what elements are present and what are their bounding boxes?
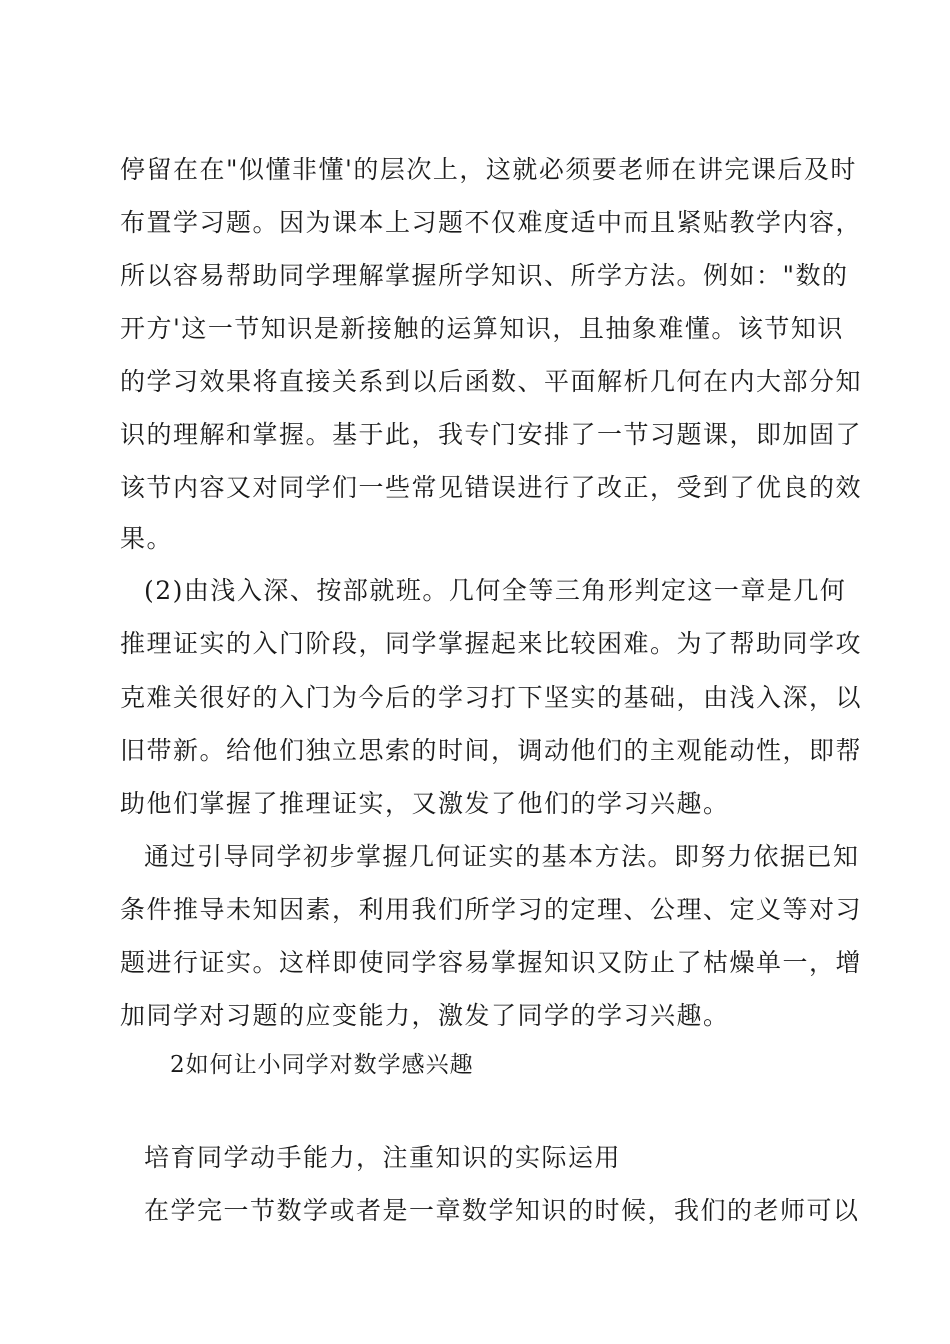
paragraph-line: 通过引导同学初步掌握几何证实的基本方法。即努力依据已知	[144, 842, 860, 871]
paragraph-line: 旧带新。给他们独立思索的时间，调动他们的主观能动性，即帮	[120, 736, 863, 765]
section-heading: 2如何让小同学对数学感兴趣	[170, 1052, 474, 1078]
paragraph-line: 条件推导未知因素，利用我们所学习的定理、公理、定义等对习	[120, 895, 863, 924]
paragraph-line: 该节内容又对同学们一些常见错误进行了改正，受到了优良的效	[120, 473, 863, 502]
paragraph-line: (2)由浅入深、按部就班。几何全等三角形判定这一章是几何	[144, 576, 847, 605]
paragraph-line: 开方'这一节知识是新接触的运算知识，且抽象难懂。该节知识	[120, 314, 844, 343]
paragraph-line: 加同学对习题的应变能力，激发了同学的学习兴趣。	[120, 1001, 730, 1030]
paragraph-line: 推理证实的入门阶段，同学掌握起来比较困难。为了帮助同学攻	[120, 629, 863, 658]
paragraph-line: 助他们掌握了推理证实，又激发了他们的学习兴趣。	[120, 789, 730, 818]
paragraph-line: 所以容易帮助同学理解掌握所学知识、所学方法。例如："数的	[120, 261, 849, 290]
paragraph-line: 停留在在"似懂非懂'的层次上，这就必须要老师在讲完课后及时	[120, 155, 857, 184]
paragraph-line: 在学完一节数学或者是一章数学知识的时候，我们的老师可以	[144, 1196, 860, 1225]
subsection-heading: 培育同学动手能力，注重知识的实际运用	[144, 1143, 622, 1172]
paragraph-line: 克难关很好的入门为今后的学习打下坚实的基础，由浅入深，以	[120, 683, 863, 712]
paragraph-line: 的学习效果将直接关系到以后函数、平面解析几何在内大部分知	[120, 367, 863, 396]
paragraph-line: 识的理解和掌握。基于此，我专门安排了一节习题课，即加固了	[120, 420, 863, 449]
paragraph-line: 题进行证实。这样即使同学容易掌握知识又防止了枯燥单一，增	[120, 948, 863, 977]
paragraph-line: 布置学习题。因为课本上习题不仅难度适中而且紧贴教学内容，	[120, 208, 863, 237]
paragraph-line: 果。	[120, 524, 174, 553]
